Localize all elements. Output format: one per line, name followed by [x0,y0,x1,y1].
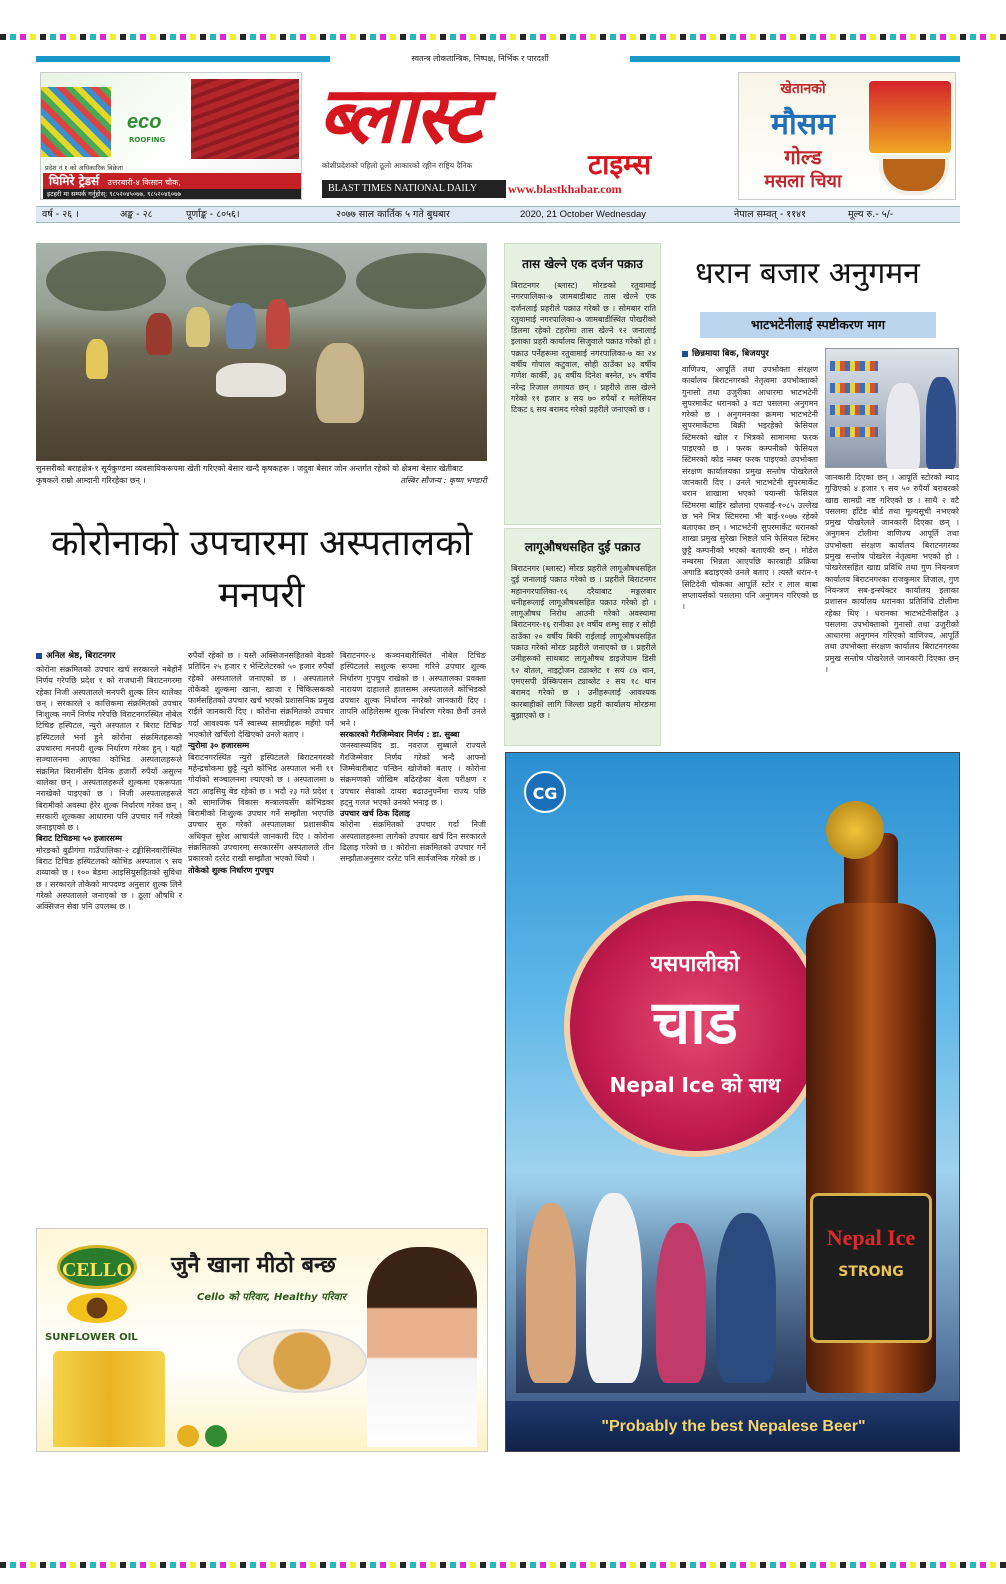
mausam-tea-ad[interactable] [738,72,956,200]
ad-tagline: Cello को परिवार, Healthy परिवार [197,1292,346,1303]
lead-story-column-1: कोरोना संक्रमितको उपचार खर्च सरकारले नबेहोर्ने निर्णय गरेपछि प्रदेश १ को राजधानी बिराटनगरमा रहेका निजी अस्पतालले मनपरी शुल्क लिन थालेका छन् । सरकारले २ कात्तिकमा संक्रमितको उपचार निःशुल्क नगर्ने निर्णय गरेपछि विराटनगरस्थित नोबेल टिचिङ हस्पिटल, न्युरो अस्पताल र बिराट टिचिङ हस्पिटलले भर्ना हुने कोरोना संक्रमितहरूको उपचारमा मनपरी शुल्क निर्धारण गरेका हुन् । यहाँ सञ्चालनमा आएका कोभिड अस्पतालहरूले संक्रमित बिरामीसँग दैनिक हजारौं रुपैयाँ असुल्न थालेका छन् । अस्पतालहरूले शुल्कमा एकरूपता नराखेको पाइएको छ । निजी अस्पतालहरूले बिरामीको अवस्था हेरेर शुल्क निर्धारण गरेका छन् । सरकारी शुल्कका आधारमा पनि उपचार गर्ने गरेको जनाइएको छ । बिराट टिचिङमा ५० हजारसम्म मोरङको बुढीगंगा गाउँपालिका-२ टङ्कीसिनवारीस्थित बिराट टिचिङ हस्पिटलको कोभिड अस्पताल ९ सय शय्याको छ । १०० बेडमा आइसियुसहितको सुविधा छ । सरकारले तोकेको मापदण्ड अनुसार शुल्क लिने गरेको अस्पतालले जनाएको छ । ठूला औषधि र अक्सिजन सेवा पनि उपलब्ध छ । [36,665,182,912]
dharan-story-subhead: भाटभटेनीलाई स्पष्टीकरण माग [700,312,936,338]
nepal-sambat: नेपाल सम्वत् - ११४१ [734,209,807,220]
ad-note: प्रदेश नं १ को अधिकारिक बिक्रेता [45,164,123,172]
dharan-story-byline: छिन्नमाया बिक, बिजयपुर [682,348,822,360]
lead-story-subhead-4: उपचार खर्च ठिक दिलाइ [340,809,410,819]
english-date: 2020, 21 October Wednesday [520,209,647,220]
lead-story-footnote: तोकेको शुल्क निर्धारण गुपचुप [188,865,274,875]
cello-sunflower-oil-ad[interactable] [36,1228,488,1452]
badge-icon [177,1425,199,1447]
total-issue: पूर्णाङ्क - ८०५६। [186,209,240,220]
badge-icon [205,1425,227,1447]
lead-story-column-2: रुपैयाँ रहेको छ । यस्तै अक्सिजनसहितको बेडको प्रतिदिन २५ हजार र भेन्टिलेटरको ५० हजार रुपैयाँ रहेको अस्पतालले जनाएको छ । अस्पतालले तोकेको शुल्कमा खाना, खाजा र चिकित्सकको फार्मसहितको उपचार खर्च भएको प्रशासनिक प्रमुख राईले जानकारी दिए । कोरोना संक्रमितको उपचार गर्दा आवश्यक पर्ने स्वास्थ्य सामग्रीहरू महँगो पर्ने भएकोले खर्चिलो देखिएको उनले बताए । न्युरोमा ३० हजारसम्म बिराटनगरस्थित न्युरो हस्पिटलले बिराटनगरको महेन्द्रचोकमा छुट्टै न्युरो कोभिड अस्पताल भनी ११ गोर्याको सञ्चालनमा ल्याएको छ । अस्पतालमा ७ वटा आइसियु बेड रहेको छ । भदौ २३ गते प्रदेश १ को सामाजिक विकास मन्त्रालयसँग कोभिडका बिरामीको निःशुल्क उपचार गर्ने सम्झौता भएपछि उपचार सुरु गरेको अस्पतालका प्रशासकीय अधिकृत सुरेश आचार्यले जानकारी दिए । कोरोना संक्रमितको उपचारमा सरकारसँग अस्पतालले तीन प्रकारको दररेट राखी सम्झौता भएको थियो । तोकेको शुल्क निर्धारण गुपचुप [188,651,334,875]
dharan-story-headline[interactable]: धरान बजार अनुगमन [695,256,920,291]
ad-tagline-3: Nepal Ice को साथ [609,1073,781,1097]
eco-roofing-logo: eco [127,111,162,133]
oil-bottles-image [53,1351,165,1447]
volume: वर्ष - २६ । [42,209,79,220]
people-celebrating-image [516,1193,806,1393]
bottle-cap [826,801,884,859]
ad-product: SUNFLOWER OIL [45,1332,138,1343]
ad-product-type: मसला चिया [764,171,842,192]
ad-company-name: घिमिरे ट्रेडर्स उत्तरबारी-४ किसान चौक, [43,173,301,189]
ad-decoration [41,87,111,157]
ghimire-traders-ad[interactable] [40,72,302,200]
food-plate-image [237,1329,367,1393]
newspaper-logo: ब्लास्ट [318,70,480,161]
ad-slogan: "Probably the best Nepalese Beer" [506,1401,960,1452]
newspaper-logo-sub: टाइम्स [588,148,652,181]
cello-logo: CELLO [57,1245,137,1289]
lead-story-subhead-2: न्युरोमा ३० हजारसम्म [188,741,250,751]
side-story-2-body: बिराटनगर (ब्लास्ट) मोरङ प्रहरीले लागूऔषधसहित दुई जनालाई पक्राउ गरेको छ । प्रहरीले बिराटनगर महानगरपालिका-१६ दरैयाबाट मङ्गलबार धनीहरूलाई लागूऔषधसहित पक्राउ गरेको हो । लागूऔषध निरोध आउनी गरेको अवस्थामा बिराटनगर-१६ रानीका ३१ वर्षीय शम्भु साह र सोही ठाउँका २० वर्षीय बिकी राईलाई लागूऔषधसहित पक्राउ गरेको मोरङ प्रहरीले जनाएको छ । प्रहरीले उनीहरूको साथबाट लागूऔषध डाइजेपाम डिसी ९२ बोतल, नाइट्रोजन ट्याब्लेट १ सय ८७ थान, एमएसपी प्रेस्किपसन ट्याब्लेट २ सय १८ थान बरामद गरेको छ । उनीहरूलाई आवश्यक कारबाहीको लागि जिल्ला प्रहरी कार्यालय मोरङमा बुझाएको छ । [511,564,656,720]
side-story-card-1[interactable] [504,243,661,525]
ad-brand: खेतानको [780,81,826,97]
issue-number: अङ्क - २८ [120,209,153,220]
model-image [367,1247,477,1447]
ad-headline: जुनै खाना मीठो बन्छ [171,1253,336,1278]
side-story-1-body: बिराटनगर (ब्लास्ट) मोरङको रतुवामाई नगरपालिका-७ जामबाडीबाट तास खेल्ने एक दर्जनलाई प्रहरीले पक्राउ गरेको छ । सोमबार राति रतुवामाई नगरपालिका-७ जामबाडीस्थित पोखरीको डिलमा रहेको टहरोमा तास खेल्ने १२ जनालाई इलाका प्रहरी कार्यालय सिजुवाले पक्राउ गरेको हो । पक्राउ पर्नेहरूमा रतुवामाई नगरपालिका-७ का २४ वर्षीय गोपाल कटुवाल, सोही ठाउँका ४३ वर्षीय गणेश कार्की, ३६ वर्षीय दिनेश बस्नेत, ४५ वर्षीय नरेन्द्र रिजाल लगायत छन् । प्रहरीले तास खेल्ने गरेको ११ हजार ४ सय ७० रुपैयाँ र मलेसियन टिकट ६ सय बरामद गरेको प्रहरीले जनाएको छ । [511,281,656,415]
ad-address: इटहरी मा सम्पर्क गर्नुहोस्: ९८५२०४५०७७, ९८५२०४६०७७ [43,189,301,200]
masthead-website-link[interactable]: www.blastkhabar.com [508,182,622,196]
ad-product-variant: गोल्ड [784,145,822,169]
lead-story-byline: अनिल श्रेष्ठ, बिराटनगर [36,650,236,662]
bottle-label-type: STRONG [838,1264,904,1280]
registration-bar-top [0,34,1006,40]
masthead-description: कोशीप्रदेशको पहिलो ठूलो आकारको रङ्गीन राष्ट्रिय दैनिक [322,161,473,170]
supermarket-photo [825,348,959,468]
ad-product-name: मौसम [771,107,835,142]
nepali-date: २०७७ साल कार्तिक ५ गते बुधबार [336,209,450,220]
bottle-label-brand: Nepal Ice [826,1225,916,1250]
side-story-2-headline: लागूऔषधसहित दुई पक्राउ [524,540,641,554]
dharan-story-column-1: वाणिज्य, आपूर्ति तथा उपभोक्ता संरक्षण कार्यालय बिराटनगरको नेतृत्वमा उपभोक्ताको गुनासो तथा उजुरीका आधारमा भाटभटेनी सुपरमार्केट धरानको ३ वटा पसलमा अनुगमन गरेको छ । अनुगमनका क्रममा भाटभटेनी सुपरमार्केटमा बिक्री भइरहेको फेसियल स्टिमरको खोल र भित्रको सामानमा फरक पाइएको छ । फरक कम्पनीको फेसियल स्टिमरको कोड नम्बर फरक पाइएको उपभोक्ता संरक्षण कार्यालयका प्रमुख सन्तोष पोखरेलले जानकारी दिए । उनले भाटभटेनी सुपरमार्केट धरान शाखामा भएको फ्यान्सी फेसियल स्टिमरमा बाहिर खोलमा एफवाई-१०८५ उल्लेख छ भने भित्र स्टिमरमा भी बाई-१०७७ रहेको बताएका छन् । भाटभटेनी सुपरमार्केट धरानको शाखा प्रमुख सुरेखा भिष्टले पनि फेसियल स्टिमर छुट्टै कम्पनीको भएको बताएकी छन् । मोडेल नम्बरमा भिन्नता आएपछि कारबाही प्रक्रिया अगाडि बढाइएको उनले बताए । त्यस्तै धरान-१ सिटिदेवी चोकका आपूर्ति स्टोर र लाल बाबा सप्लायर्सको पसलमा पनि अनुगमन गरिएको छ । [682,365,818,612]
issue-info-bar [36,206,960,223]
tea-cup-image [879,155,949,195]
photo-credit: तस्बिर सौजन्य : कृष्ण भण्डारी [400,476,487,485]
registration-bar-bottom [0,1562,1006,1568]
masthead-tagline: स्वतन्त्र लोकतान्त्रिक, निष्पक्ष, निर्भिक र पारदर्शी [330,53,630,65]
side-story-1-headline: तास खेल्ने एक दर्जन पक्राउ [522,257,643,271]
tea-pack-image [869,81,951,153]
cg-logo-icon: CG [524,771,566,813]
ad-tagline-1: यसपालीको [650,952,740,977]
lead-story-column-3: बिराटनगर-४ कञ्चनबारीस्थित नोबेल टिचिङ हस्पिटलले सशुल्क रूपमा गरिने उपचार शुल्क निर्धारण गुपचुप राखेको छ । अस्पतालका प्रवक्ता नारायण दाहालले हालसम्म अस्पतालले कोभिडको उपचार शुल्क निर्धारण नगरेको जानकारी दिए । तापनि अहिलेसम्म शुल्क निर्धारण गरेका छैनौं उनले भने । सरकारको गैरजिम्मेवार निर्णय : डा. सुब्बा जनस्वास्थ्यविद डा. नवराज सुब्बाले राज्यले गैरजिम्मेवार निर्णय गरेको भन्दै आफ्नो जिम्मेवारीबाट पन्छिन खोजेको बताए । कोरोना संक्रमणको जोखिम बढिरहेका बेला परीक्षण र उपचार सेवाको दायरा बढाउनुपर्नेमा राज्य पछि हट्नु गलत भएको उनको भनाइ छ । उपचार खर्च ठिक दिलाइ कोरोना संक्रमितको उपचार गर्दा निजी अस्पतालहरूमा लागेको उपचार खर्च दिन सरकारले ढिलाइ गरेको छ । कोरोना संक्रमितको उपचार गर्ने सम्झौताअनुसार दररेट पनि सार्वजनिक गरेको छ । [340,651,486,864]
lead-story-subhead-3: सरकारको गैरजिम्मेवार निर्णय : डा. सुब्बा [340,730,460,740]
lead-story-subhead-1: बिराट टिचिङमा ५० हजारसम्म [36,834,123,844]
dharan-story-column-2: जानकारी दिएका छन् । आपूर्ति स्टोरको म्याद गुज्रिएको ४ हजार ९ सय ५० रुपैयाँ बराबरको खाद्य सामग्री नष्ट गरिएको छ । साथै २ वटै पसलमा हाँटेड बोर्ड तथा मूल्यसूची नभएको प्रमुख पोखरेलले जानकारी दिएका छन् । अनुगमन टोलीमा वाणिज्य आपूर्ति तथा उपभोक्ता संरक्षण कार्यालय बिराटनगरका प्रमुख सन्तोष पोखरेल नेतृत्वमा भएको हो । पोखरेलसहित खाद्य प्रविधि तथा गुण नियन्त्रण कार्यालय बिराटनगरका राजकुमार तिजाल, गुण नियन्त्रण सब-इन्स्पेक्टर कार्यालय इलाका प्रशासन कार्यालय धरानका प्रतिनिधि टोलीमा रहेका थिए । धरानका भाटभटेनीसहित ३ पसलमा उपभोक्ताको गुनासो तथा उजुरीको आधारमा अनुगमन गरिएको वाणिज्य, आपूर्ति तथा उपभोक्ता संरक्षण कार्यालय बिराटनगरका प्रमुख सन्तोष पोखरेलले जानकारी दिएका छन् । [825,473,959,675]
eco-roofing-logo-sub: ROOFING [129,136,166,144]
side-story-card-2[interactable] [504,528,661,746]
price: मूल्य रु.- ५/- [848,209,894,220]
farmers-field-photo [36,243,487,461]
photo-caption: सुनसरीको बराहक्षेत्र-१ सूर्यकुण्डमा व्यवसायिकरूपमा खेती गरिएको बेसार खन्दै कृषकहरू । जदुवा बेसार जोन अन्तर्गत रहेको यो क्षेत्रमा बेसार खेतीबाट कृषकले राम्रो आम्दानी गरिरहेका छन् । तस्बिर सौजन्य : कृष्ण भण्डारी [36,464,487,485]
roof-image [191,79,299,159]
lead-story-headline[interactable]: कोरोनाको उपचारमा अस्पतालको मनपरी [50,523,473,616]
nepal-ice-beer-ad[interactable] [505,752,960,1452]
ad-tagline-2: चाड [652,988,738,1058]
masthead-english-name: BLAST TIMES NATIONAL DAILY [322,180,506,198]
sunflower-icon [67,1293,127,1323]
